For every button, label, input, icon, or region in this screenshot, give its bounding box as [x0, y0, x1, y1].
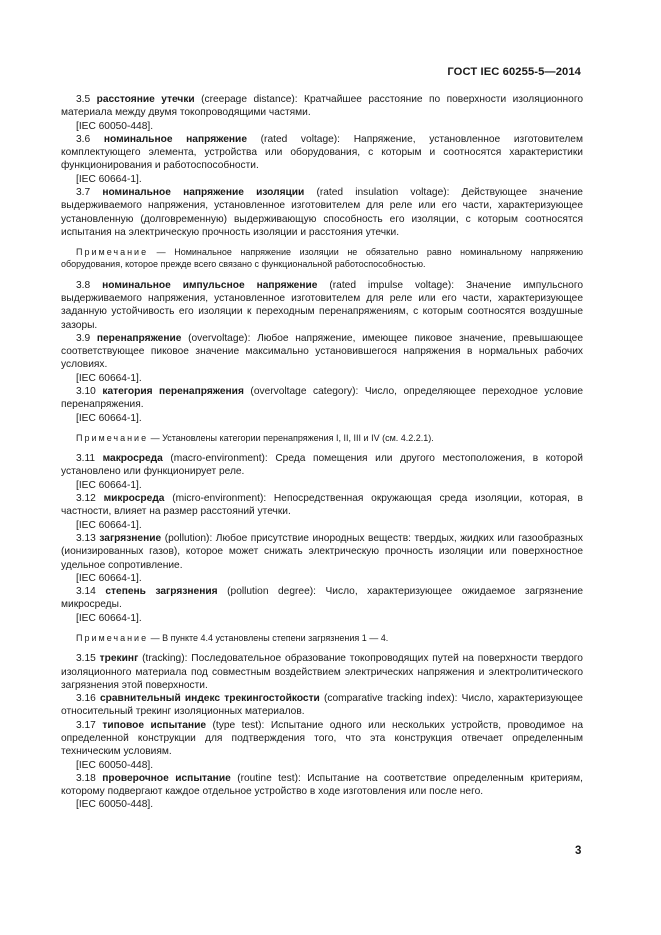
definition-3-17: [61, 719, 583, 759]
clause-number: 3.17: [76, 719, 96, 731]
term: номинальное импульсное напряжение: [102, 279, 318, 291]
reference: [IEC 60050-448].: [76, 799, 154, 811]
term: типовое испытание: [102, 719, 207, 731]
term-definition: Кратчайшее расстояние по поверхности изоляционного материала между двумя токопроводящими частями.: [61, 94, 583, 119]
term-definition: Число, характеризующее относительный трекинг изоляционных материалов.: [61, 693, 583, 718]
term-definition: Напряжение, установленное изготовителем комплектующего элемента, устройства или оборудования, с которым и соотносятся характеристики функционирования и работоспособности.: [61, 133, 583, 172]
term-english: (pollution):: [164, 532, 213, 544]
definition-3-15: [61, 652, 583, 692]
clause-number: 3.10: [76, 386, 96, 398]
clause-number: 3.11: [76, 453, 96, 465]
clause-number: 3.5: [76, 94, 91, 105]
page-number: 3: [575, 845, 582, 857]
term-english: (comparative tracking index):: [324, 693, 458, 705]
definition-3-8: [61, 279, 583, 332]
note-text: — Номинальное напряжение изоляции не обязательно равно номинальному напряжению оборудования, которое прежде всего связано с функциональной работоспособностью.: [61, 247, 583, 270]
term: номинальное напряжение: [103, 133, 247, 145]
definition-3-5: [61, 93, 583, 120]
definition-3-7: [61, 186, 583, 239]
term: сравнительный индекс трекингостойкости: [100, 693, 320, 705]
clause-number: 3.13: [76, 532, 96, 544]
term-english: (macro-environment):: [170, 453, 268, 465]
term-definition: Испытание на соответствие определенным критериям, которому подвергают каждое отдельное устройство в ходе изготовления или после него.: [61, 772, 583, 798]
note-3: [61, 632, 583, 644]
clause-number: 3.7: [76, 187, 91, 199]
clause-number: 3.14: [76, 586, 96, 598]
clause-number: 3.9: [76, 332, 91, 344]
term-definition: Последовательное образование токопроводящих путей на поверхности твердого изоляционного материала под совместным воздействием электрических напряжения и электролитического загрязнения этой поверхности.: [61, 653, 583, 691]
reference: [IEC 60664-1].: [76, 519, 142, 531]
term-english: (rated insulation voltage):: [316, 187, 450, 199]
term-definition: Непосредственная окружающая среда изоляции, которая, в частности, влияет на размер расстояний утечки.: [61, 493, 583, 518]
term-definition: Действующее значение выдерживаемого напряжения, установленное изготовителем для реле или его части, характеризующее установленную (долговременную) выдерживающую способность его изоляции, с которым соотносятся испытания на электрическую прочность изоляции и расстояния утечки.: [61, 187, 583, 238]
note-1: [61, 246, 583, 270]
term: загрязнение: [99, 532, 162, 544]
reference: [IEC 60664-1].: [76, 372, 142, 384]
term-english: (type test):: [212, 719, 265, 731]
definition-3-13: [61, 532, 583, 572]
reference: [IEC 60664-1].: [76, 572, 142, 584]
definition-3-14: [61, 585, 583, 612]
reference: [IEC 60664-1].: [76, 412, 142, 424]
term-english: (creepage distance):: [201, 94, 298, 105]
term-english: (micro-environment):: [172, 493, 267, 505]
note-label: Примечание: [76, 247, 149, 258]
term-definition: Значение импульсного выдерживаемого напряжения, установленное изготовителем для реле или его части, характеризующее заданную устойчивость его изоляции к переходным перенапряжениям, с которым соотносятся воздушные зазоры.: [61, 279, 583, 331]
term-english: (overvoltage):: [188, 332, 251, 344]
term-definition: Любое присутствие инородных веществ: твердых, жидких или газообразных (ионизированных газов), которое может снижать электрическую прочность изоляции или поверхностное удельное сопротивление.: [61, 532, 583, 571]
term: номинальное напряжение изоляции: [102, 187, 305, 199]
term: перенапряжение: [96, 332, 182, 344]
term-english: (pollution degree):: [227, 586, 316, 598]
term: степень загрязнения: [105, 586, 218, 598]
term: категория перенапряжения: [102, 386, 244, 398]
reference: [IEC 60050-448].: [76, 759, 154, 771]
note-2: [61, 432, 583, 444]
clause-number: 3.16: [76, 693, 96, 705]
reference: [IEC 60664-1].: [76, 479, 142, 491]
note-label: Примечание: [76, 633, 149, 643]
clause-number: 3.15: [76, 653, 96, 665]
definition-3-9: [61, 332, 583, 372]
reference: [IEC 60050-448].: [76, 120, 154, 132]
document-header: ГОСТ IEC 60255-5—2014: [447, 66, 581, 78]
clause-number: 3.8: [76, 279, 91, 291]
definition-3-12: [61, 492, 583, 519]
definition-3-6: [61, 133, 583, 173]
clause-number: 3.18: [76, 772, 96, 784]
reference: [IEC 60664-1].: [76, 173, 142, 185]
term-definition: Любое напряжение, имеющее пиковое значение, превышающее соответствующее пиковое значение максимально установившегося напряжения в нормальных рабочих условиях.: [61, 332, 583, 371]
term: расстояние утечки: [96, 94, 195, 105]
term-english: (tracking):: [142, 653, 188, 665]
term-definition: Среда помещения или другого местоположения, в которой установлено или функционирует реле.: [61, 453, 583, 478]
definition-3-10: [61, 385, 583, 412]
term-english: (overvoltage category):: [250, 386, 359, 398]
term: макросреда: [102, 453, 163, 465]
reference: [IEC 60664-1].: [76, 612, 142, 624]
term: микросреда: [103, 493, 165, 505]
note-text: — В пункте 4.4 установлены степени загрязнения 1 — 4.: [150, 633, 389, 643]
clause-number: 3.12: [76, 493, 96, 505]
note-text: — Установлены категории перенапряжения I, II, III и IV (см. 4.2.2.1).: [150, 432, 434, 443]
term-definition: Испытание одного или нескольких устройств, проводимое на определенной конструкции для подтверждения того, что эта конструкция отвечает определенным техническим условиям.: [61, 719, 583, 758]
document-body: [61, 93, 583, 812]
term-english: (rated voltage):: [260, 133, 341, 145]
term-definition: Число, характеризующее ожидаемое загрязнение микросреды.: [61, 586, 583, 611]
clause-number: 3.6: [76, 133, 91, 145]
term-english: (rated impulse voltage):: [329, 279, 455, 291]
term-english: (routine test):: [237, 772, 301, 784]
term: трекинг: [99, 653, 139, 665]
term-definition: Число, определяющее переходное условие перенапряжения.: [61, 386, 583, 411]
term: проверочное испытание: [102, 772, 231, 784]
note-label: Примечание: [76, 432, 149, 443]
definition-3-18: [61, 772, 583, 799]
definition-3-11: [61, 452, 583, 479]
definition-3-16: [61, 692, 583, 719]
